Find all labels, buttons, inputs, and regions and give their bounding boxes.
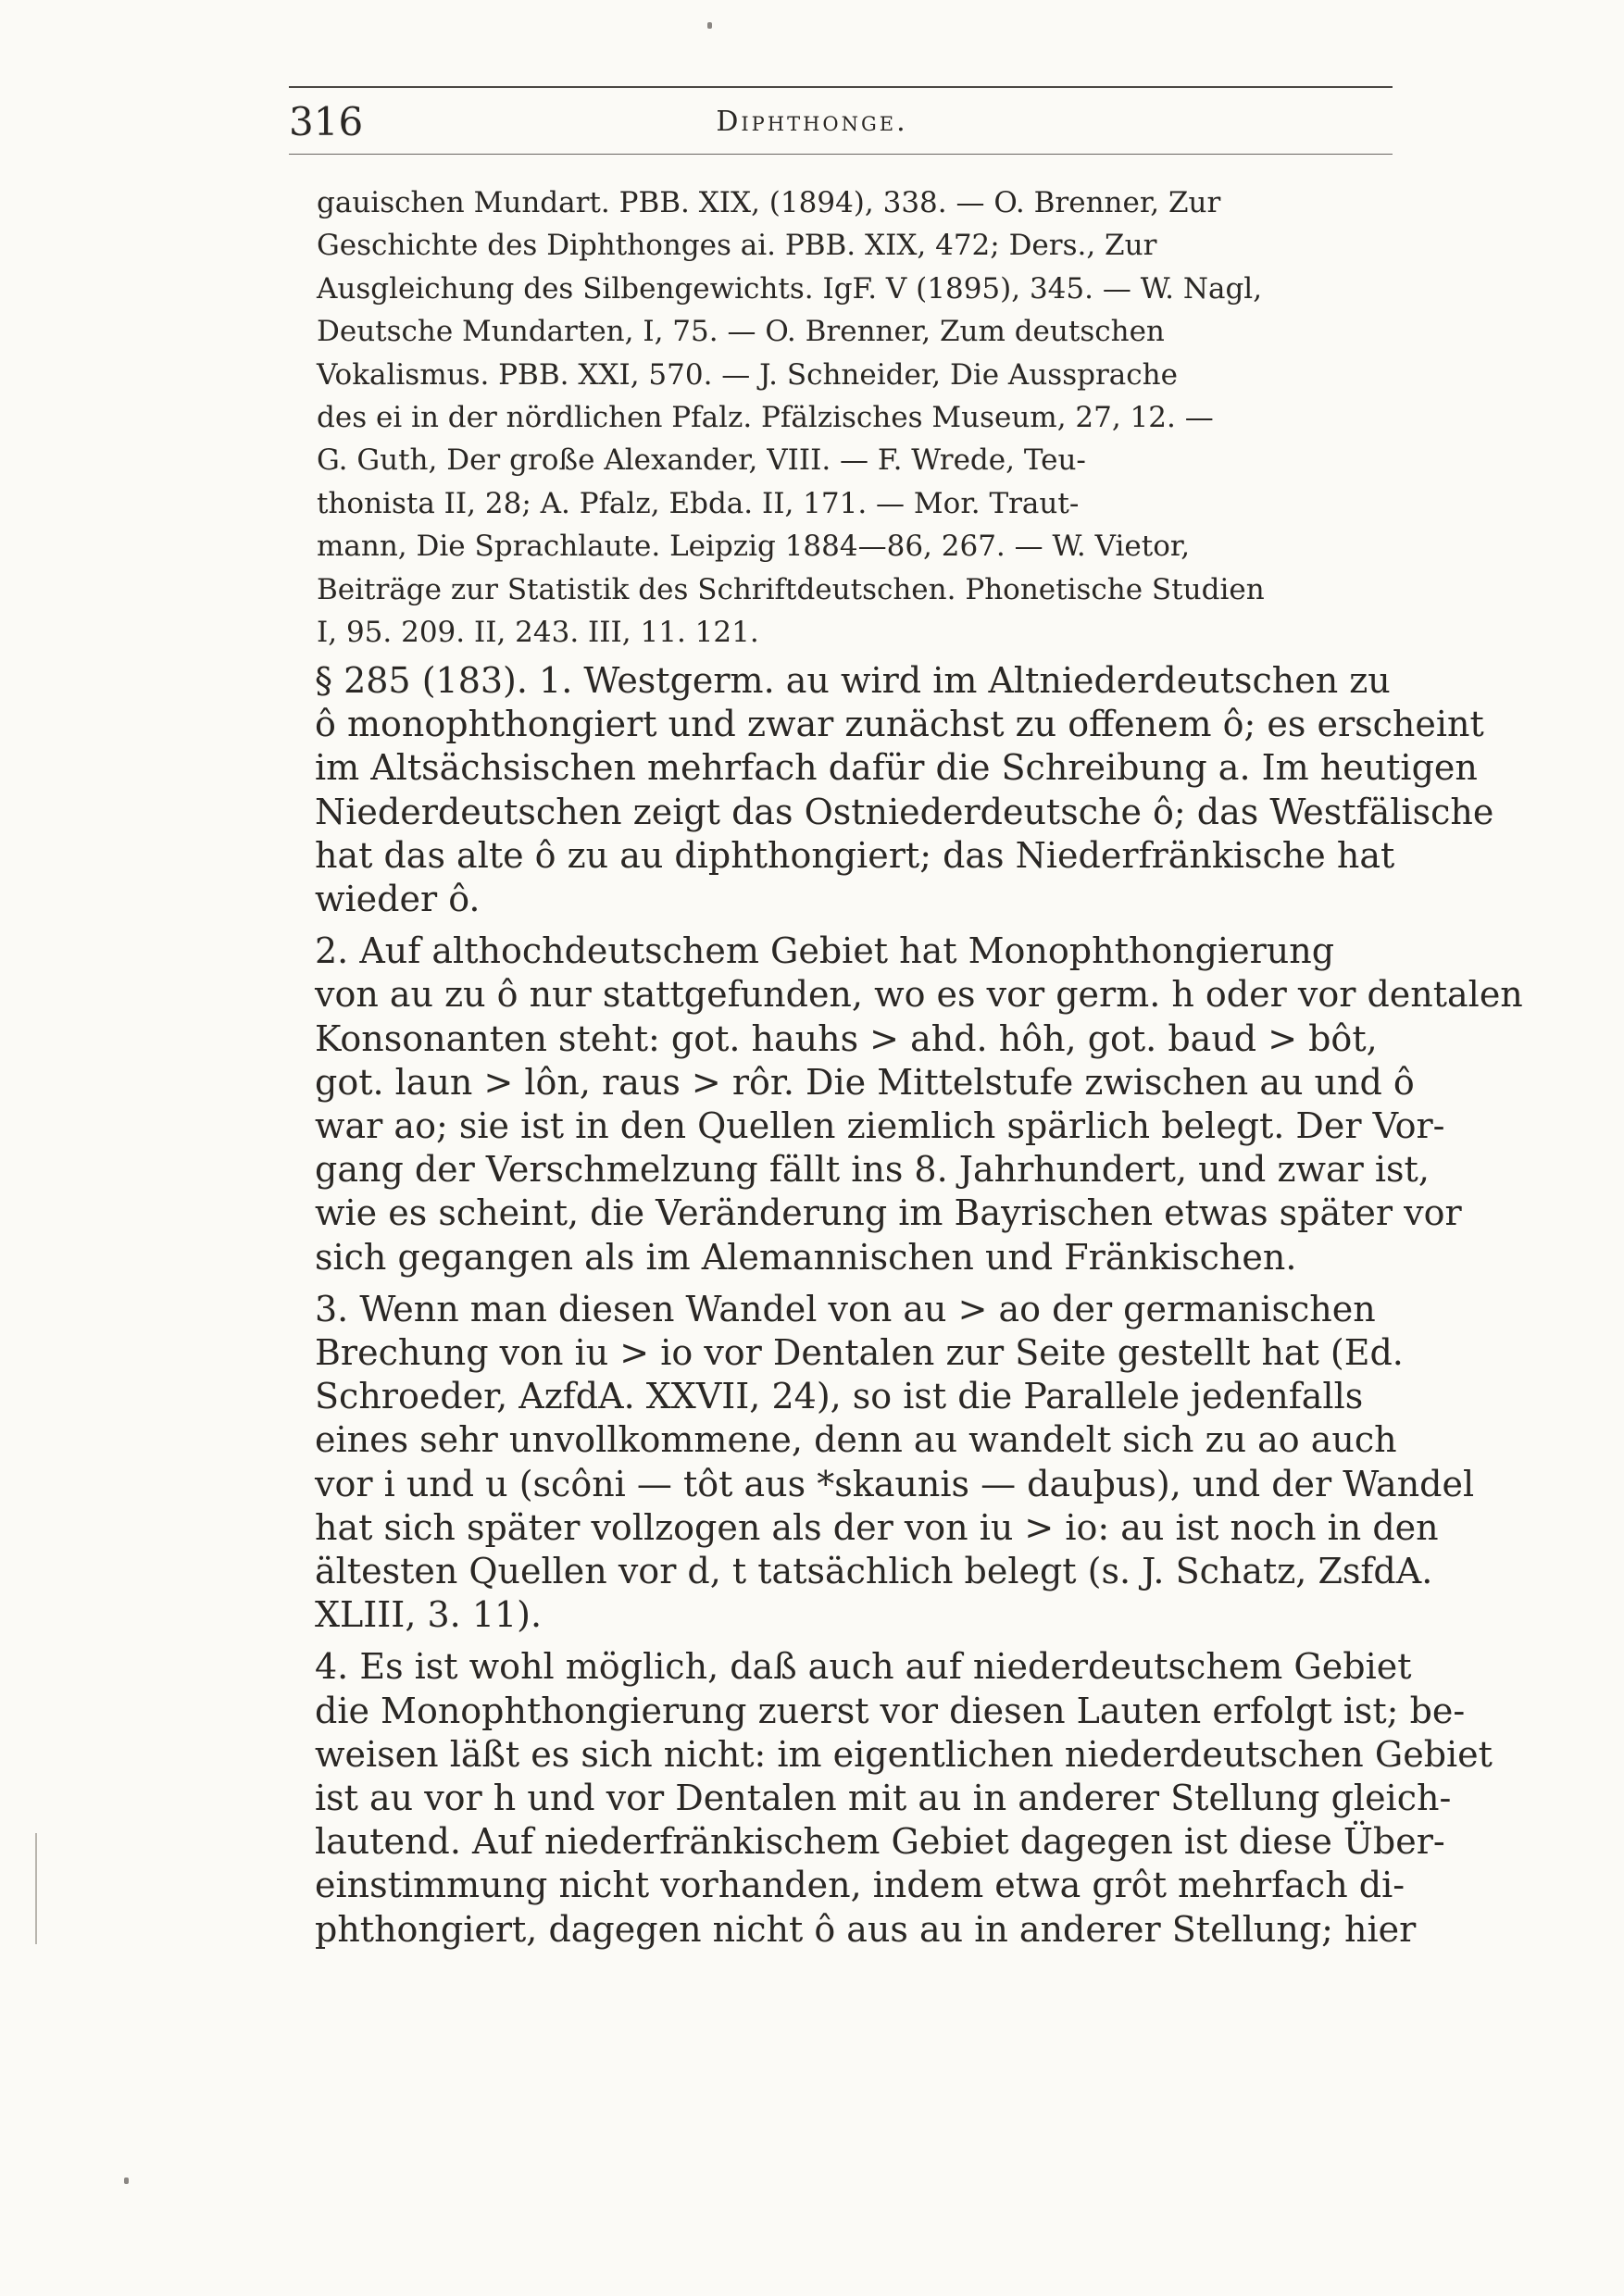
literature-line: mann, Die Sprachlaute. Leipzig 1884—86, 267. — W. Vietor, [317,530,1191,564]
body-line: war ao; sie ist in den Quellen ziemlich spärlich belegt. Der Vor- [315,1105,1445,1147]
page-number: 316 [289,99,364,144]
body-line: 3. Wenn man diesen Wandel von au > ao der germanischen [315,1288,1376,1329]
body-line: XLIII, 3. 11). [315,1594,543,1636]
body-line: § 285 (183). 1. Westgerm. au wird im Altniederdeutschen zu [315,660,1391,701]
body-line: Konsonanten steht: got. hauhs > ahd. hôh, got. baud > bôt, [315,1017,1378,1059]
body-line: die Monophthongierung zuerst vor diesen Lauten erfolgt ist; be- [315,1690,1466,1731]
header-top-rule [289,86,1393,88]
body-line: gang der Verschmelzung fällt ins 8. Jahrhundert, und zwar ist, [315,1149,1430,1191]
body-line: 4. Es ist wohl möglich, daß auch auf niederdeutschem Gebiet [315,1646,1412,1688]
literature-line: Beiträge zur Statistik des Schriftdeutschen. Phonetische Studien [317,572,1265,606]
body-line: hat sich später vollzogen als der von iu > io: au ist noch in den [315,1506,1439,1548]
paragraph-285-2 [315,930,1523,1279]
body-line: lautend. Auf niederfränkischem Gebiet dagegen ist diese Über- [315,1821,1445,1863]
section-body [315,659,1523,1960]
body-line: ô monophthongiert und zwar zunächst zu offenem ô; es erscheint [315,704,1484,745]
paragraph-285-1 [315,659,1494,921]
body-line: hat das alte ô zu au diphthongiert; das Niederfränkische hat [315,834,1395,876]
body-line: einstimmung nicht vorhanden, indem etwa grôt mehrfach di- [315,1865,1405,1906]
literature-line: Vokalismus. PBB. XXI, 570. — J. Schneider, Die Aussprache [317,357,1178,392]
literature-line: gauischen Mundart. PBB. XIX, (1894), 338. — O. Brenner, Zur [317,186,1221,219]
literature-references [317,181,1393,654]
body-line: Schroeder, AzfdA. XXVII, 24), so ist die Parallele jedenfalls [315,1376,1364,1417]
body-line: wieder ô. [315,879,481,920]
literature-line: des ei in der nördlichen Pfalz. Pfälzisches Museum, 27, 12. — [317,401,1214,435]
literature-line: G. Guth, Der große Alexander, VIII. — F. Wrede, Teu- [317,443,1086,478]
left-margin-shadow [35,1833,37,1944]
body-line: wie es scheint, die Veränderung im Bayrischen etwas später vor [315,1192,1462,1234]
literature-line: Ausgleichung des Silbengewichts. IgF. V (1895), 345. — W. Nagl, [317,271,1263,306]
header-bottom-rule [289,154,1393,155]
literature-line: I, 95. 209. II, 243. III, 11. 121. [317,616,759,650]
body-line: Niederdeutschen zeigt das Ostniederdeutsche ô; das Westfälische [315,791,1494,832]
body-line: got. laun > lôn, raus > rôr. Die Mittelstufe zwischen au und ô [315,1061,1415,1103]
body-line: weisen läßt es sich nicht: im eigentlichen niederdeutschen Gebiet [315,1733,1493,1775]
literature-line: thonista II, 28; A. Pfalz, Ebda. II, 171. — Mor. Traut- [317,486,1080,520]
body-line: ältesten Quellen vor d, t tatsächlich belegt (s. J. Schatz, ZsfdA. [315,1551,1433,1592]
running-head: Diphthonge. [716,106,908,138]
literature-line: Geschichte des Diphthonges ai. PBB. XIX, 472; Ders., Zur [317,229,1157,263]
literature-line: Deutsche Mundarten, I, 75. — O. Brenner, Zum deutschen [317,315,1165,349]
paragraph-285-3 [315,1288,1475,1638]
body-line: vor i und u (scôni — tôt aus *skaunis — dauþus), und der Wandel [315,1463,1475,1504]
body-line: im Altsächsischen mehrfach dafür die Schreibung a. Im heutigen [315,747,1478,789]
body-line: von au zu ô nur stattgefunden, wo es vor germ. h oder vor dentalen [315,974,1523,1016]
body-line: 2. Auf althochdeutschem Gebiet hat Monophthongierung [315,930,1335,972]
body-line: eines sehr unvollkommene, denn au wandelt sich zu ao auch [315,1419,1397,1461]
body-line: Brechung von iu > io vor Dentalen zur Seite gestellt hat (Ed. [315,1332,1404,1374]
body-line: sich gegangen als im Alemannischen und Fränkischen. [315,1236,1297,1278]
body-line: ist au vor h und vor Dentalen mit au in anderer Stellung gleich- [315,1778,1452,1819]
paragraph-285-4 [315,1645,1493,1951]
speck-bottom [124,2177,129,2184]
body-line: phthongiert, dagegen nicht ô aus au in anderer Stellung; hier [315,1908,1417,1950]
speck-top [707,22,712,29]
